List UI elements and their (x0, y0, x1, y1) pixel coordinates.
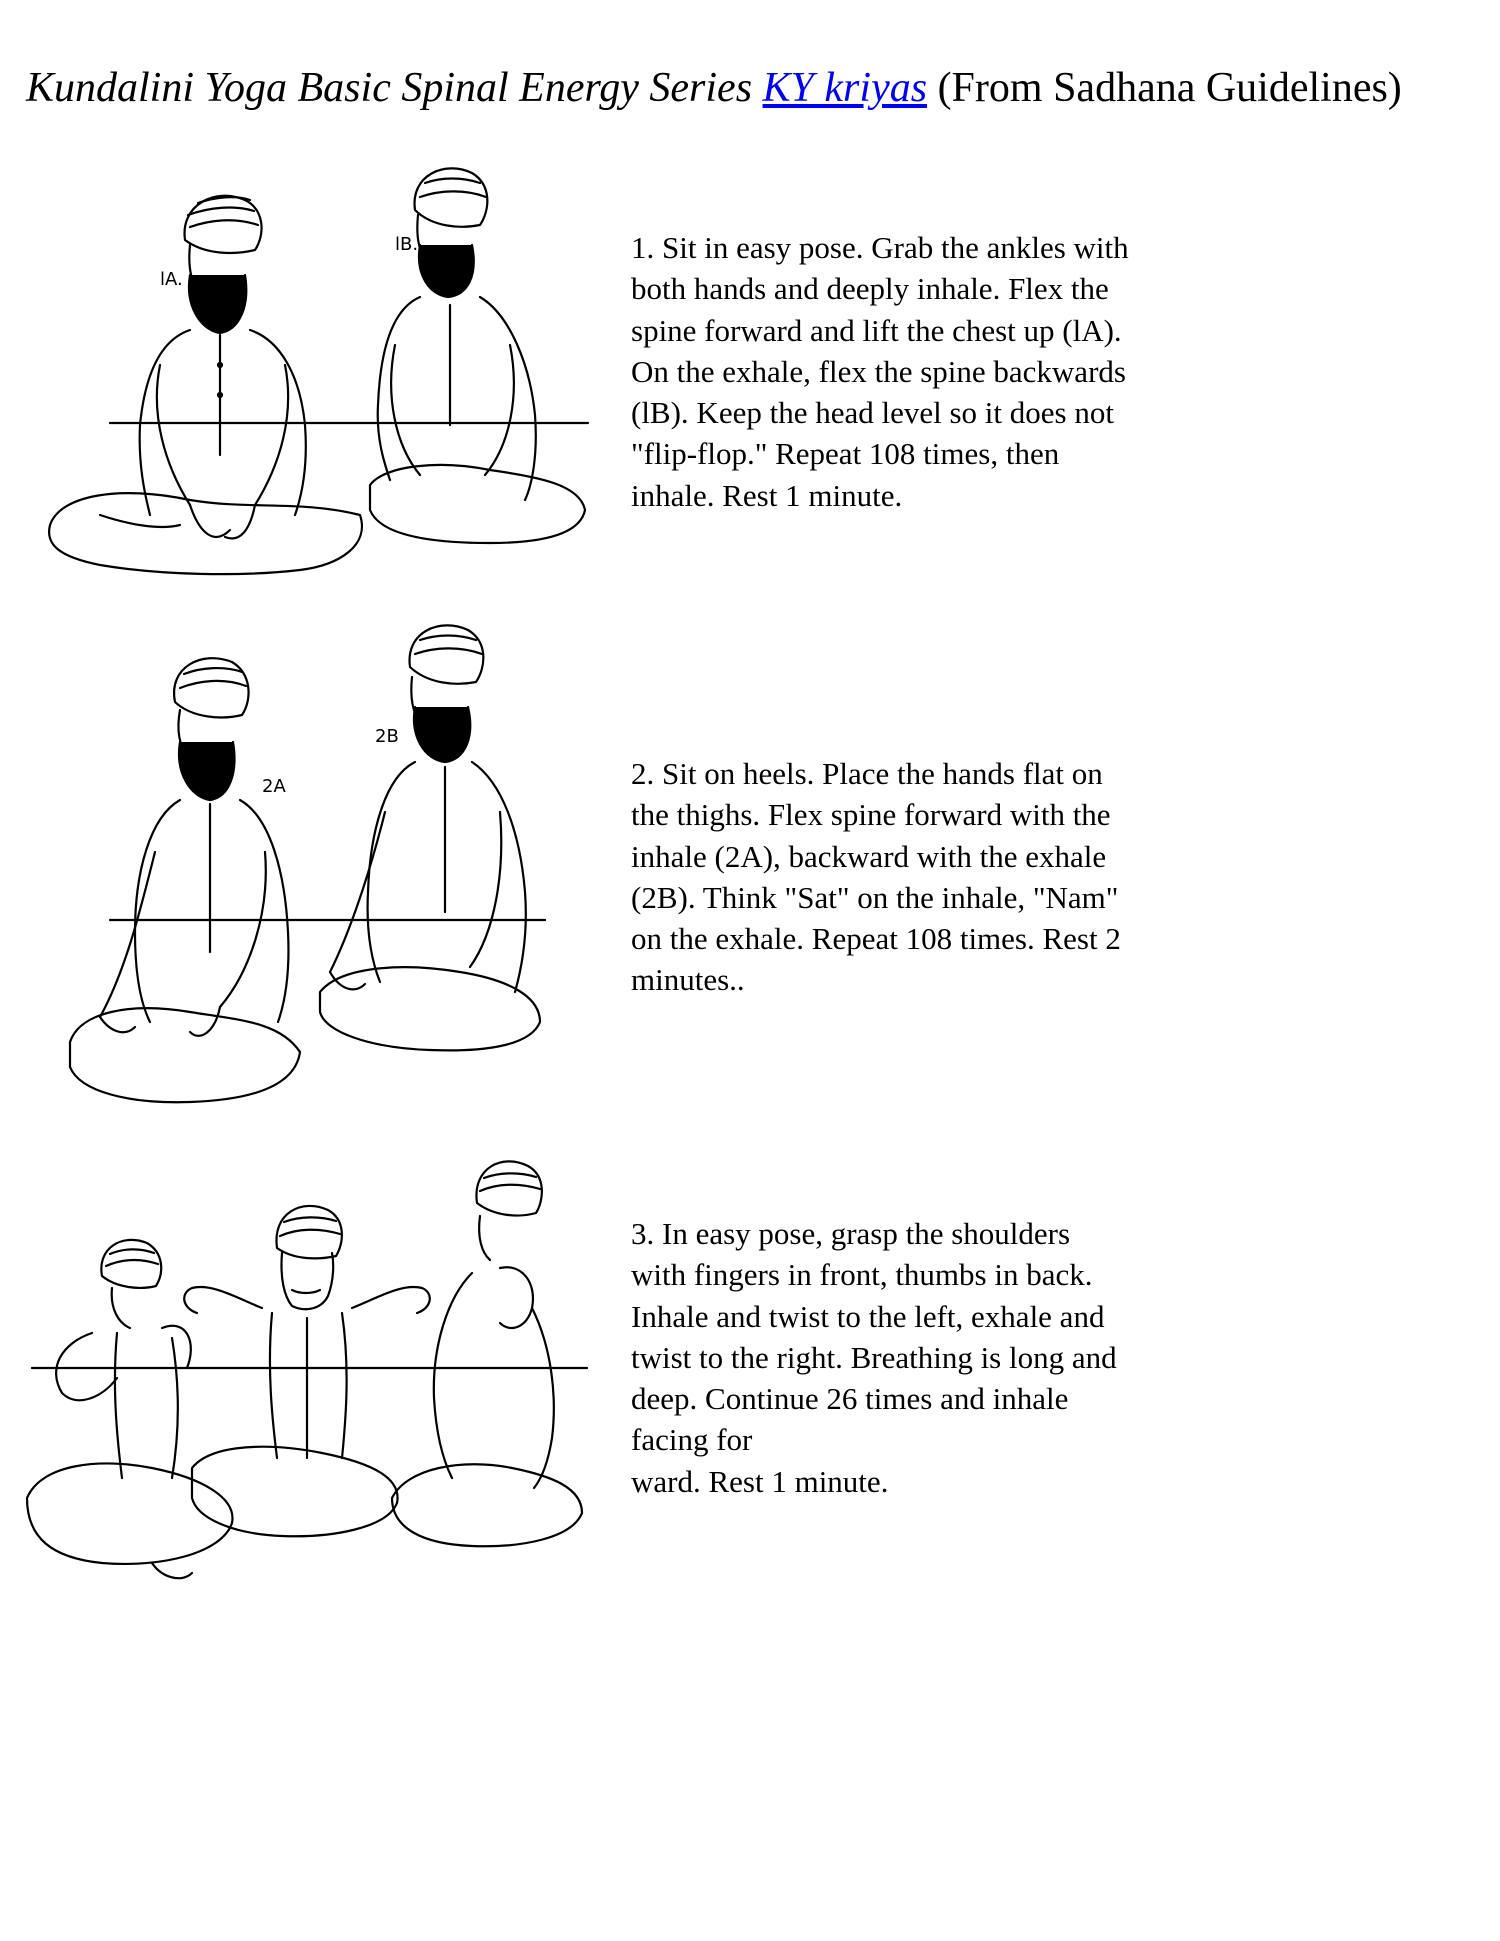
figure-label-1a: lA. (160, 269, 183, 290)
figure-label-2b: 2B (375, 726, 399, 747)
figure-twist-left (27, 1240, 232, 1578)
step-2-text: 2. Sit on heels. Place the hands flat on the thighs. Flex spine forward with the inhale (2A), backward with the exhale (2B). Think "Sat" on the inhale, "Nam" on the exhale. Repeat 108 times. Rest 2 minutes.. (631, 756, 1121, 998)
ky-kriyas-link[interactable]: KY kriyas (762, 65, 928, 111)
page-title (26, 58, 1402, 118)
step-2-illustration (40, 622, 560, 1124)
title-text: Kundalini Yoga Basic Spinal Energy Series (26, 65, 753, 111)
figure-label-2a: 2A (262, 776, 286, 797)
step-1-text: 1. Sit in easy pose. Grab the ankles with both hands and deeply inhale. Flex the spine forward and lift the chest up (lA). On the exhale, flex the spine backwards (lB). Keep the head level so it does not "flip-flop." Repeat 108 times, then inhale. Rest 1 minute. (631, 230, 1129, 513)
figure-twist-right (392, 1161, 582, 1546)
step-1-illustration (40, 165, 600, 620)
figure-2b (320, 625, 540, 1050)
figure-label-1b: lB. (395, 234, 419, 255)
step-3-text: 3. In easy pose, grasp the shoulders with fingers in front, thumbs in back. Inhale and twist to the left, exhale and twist to the right. Breathing is long and deep. Continue 26 times and inhale facing for ward. Rest 1 minute. (631, 1216, 1117, 1499)
title-suffix: (From Sadhana Guidelines) (937, 65, 1402, 111)
figure-1a (49, 196, 362, 574)
figure-2a (70, 658, 300, 1102)
figure-twist-middle (184, 1206, 430, 1536)
figure-1b (370, 168, 585, 543)
step-3-illustration (22, 1158, 592, 1590)
